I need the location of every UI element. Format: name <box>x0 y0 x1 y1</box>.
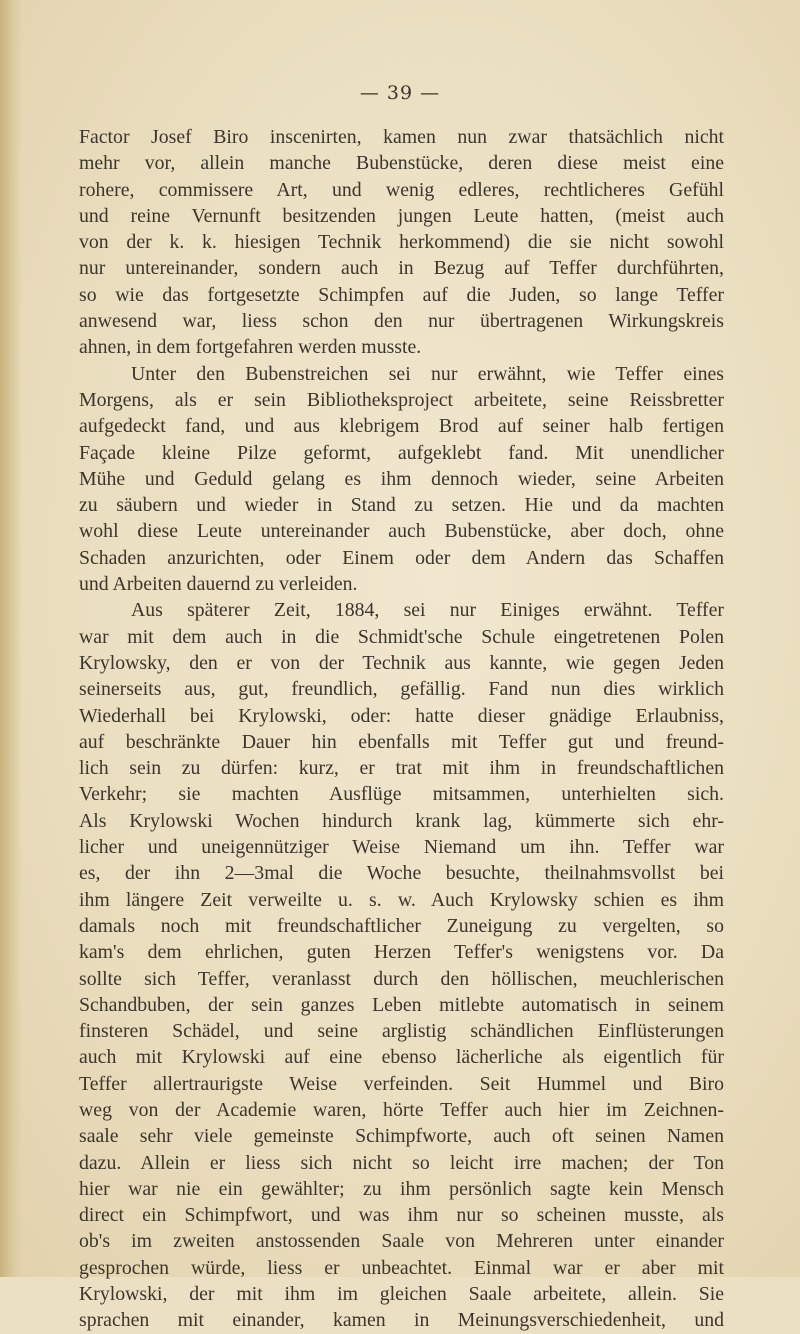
text-line: auch mit Krylowski auf eine ebenso lächerliche als eigentlich für <box>79 1046 724 1069</box>
text-line: anwesend war, liess schon den nur übertragenen Wirkungskreis <box>79 310 724 333</box>
text-line: seinerseits aus, gut, freundlich, gefällig. Fand nun dies wirklich <box>79 678 724 701</box>
text-line: kam's dem ehrlichen, guten Herzen Teffer's wenigstens vor. Da <box>79 941 724 964</box>
text-line: zu säubern und wieder in Stand zu setzen. Hie und da machten <box>79 494 724 517</box>
text-line: licher und uneigennütziger Weise Niemand um ihn. Teffer war <box>79 836 724 859</box>
text-line: Schandbuben, der sein ganzes Leben mitlebte automatisch in seinem <box>79 993 724 1016</box>
text-line: Als Krylowski Wochen hindurch krank lag, kümmerte sich ehr- <box>79 809 724 832</box>
text-line: ihm längere Zeit verweilte u. s. w. Auch Krylowsky schien es ihm <box>79 888 724 911</box>
text-line: Verkehr; sie machten Ausflüge mitsammen, unterhielten sich. <box>79 783 724 806</box>
text-line: weg von der Academie waren, hörte Teffer auch hier im Zeichnen- <box>79 1098 724 1121</box>
body-text <box>79 124 724 1334</box>
text-line: damals noch mit freundschaftlicher Zuneigung zu vergelten, so <box>79 914 724 937</box>
text-line: sprachen mit einander, kamen in Meinungsverschiedenheit, und <box>79 1309 724 1332</box>
text-line: hier war nie ein gewählter; zu ihm persönlich sagte kein Mensch <box>79 1177 724 1200</box>
text-line: rohere, commissere Art, und wenig edleres, rechtlicheres Gefühl <box>79 178 724 201</box>
text-line: und reine Vernunft besitzenden jungen Leute hatten, (meist auch <box>79 204 724 227</box>
text-line: ob's im zweiten anstossenden Saale von Mehreren unter einander <box>79 1230 724 1253</box>
text-line: so wie das fortgesetzte Schimpfen auf die Juden, so lange Teffer <box>79 283 724 306</box>
text-line: aufgedeckt fand, und aus klebrigem Brod auf seiner halb fertigen <box>79 415 724 438</box>
text-line: Unter den Bubenstreichen sei nur erwähnt, wie Teffer eines <box>131 362 724 385</box>
text-line: Krylowsky, den er von der Technik aus kannte, wie gegen Jeden <box>79 651 724 674</box>
text-line: lich sein zu dürfen: kurz, er trat mit ihm in freundschaftlichen <box>79 757 724 780</box>
text-line: nur untereinander, sondern auch in Bezug auf Teffer durchführten, <box>79 257 724 280</box>
text-line: Mühe und Geduld gelang es ihm dennoch wieder, seine Arbeiten <box>79 467 724 490</box>
text-line: war mit dem auch in die Schmidt'sche Schule eingetretenen Polen <box>79 625 724 648</box>
page-number: — 39 — <box>359 82 441 104</box>
text-line: dazu. Allein er liess sich nicht so leicht irre machen; der Ton <box>79 1151 724 1174</box>
text-line: direct ein Schimpfwort, und was ihm nur so scheinen musste, als <box>79 1204 724 1227</box>
text-line: Krylowski, der mit ihm im gleichen Saale arbeitete, allein. Sie <box>79 1283 724 1306</box>
text-line: Aus späterer Zeit, 1884, sei nur Einiges erwähnt. Teffer <box>131 599 724 622</box>
text-line: Factor Josef Biro inscenirten, kamen nun zwar thatsächlich nicht <box>79 126 724 148</box>
text-line: Schaden anzurichten, oder Einem oder dem Andern das Schaffen <box>79 546 724 569</box>
text-line: gesprochen würde, liess er unbeachtet. Einmal war er aber mit <box>79 1256 724 1279</box>
text-line: von der k. k. hiesigen Technik herkommend) die sie nicht sowohl <box>79 231 724 254</box>
text-line: sollte sich Teffer, veranlasst durch den höllischen, meuchlerischen <box>79 967 724 990</box>
text-line: Morgens, als er sein Bibliotheksproject arbeitete, seine Reissbretter <box>79 388 724 411</box>
text-line: Wiederhall bei Krylowski, oder: hatte dieser gnädige Erlaubniss, <box>79 704 724 727</box>
text-line: ahnen, in dem fortgefahren werden musste. <box>79 336 422 359</box>
text-line: und Arbeiten dauernd zu verleiden. <box>79 573 358 596</box>
text-line: finsteren Schädel, und seine arglistig schändlichen Einflüsterungen <box>79 1020 724 1043</box>
text-line: wohl diese Leute untereinander auch Bubenstücke, aber doch, ohne <box>79 520 724 543</box>
text-line: Façade kleine Pilze geformt, aufgeklebt fand. Mit unendlicher <box>79 441 724 464</box>
text-line: mehr vor, allein manche Bubenstücke, deren diese meist eine <box>79 152 724 175</box>
text-line: Teffer allertraurigste Weise verfeinden. Seit Hummel und Biro <box>79 1072 724 1095</box>
text-line: auf beschränkte Dauer hin ebenfalls mit Teffer gut und freund- <box>79 730 724 753</box>
text-line: saale sehr viele gemeinste Schimpfworte, auch oft seinen Namen <box>79 1125 724 1148</box>
text-line: es, der ihn 2—3mal die Woche besuchte, theilnahmsvollst bei <box>79 862 724 885</box>
